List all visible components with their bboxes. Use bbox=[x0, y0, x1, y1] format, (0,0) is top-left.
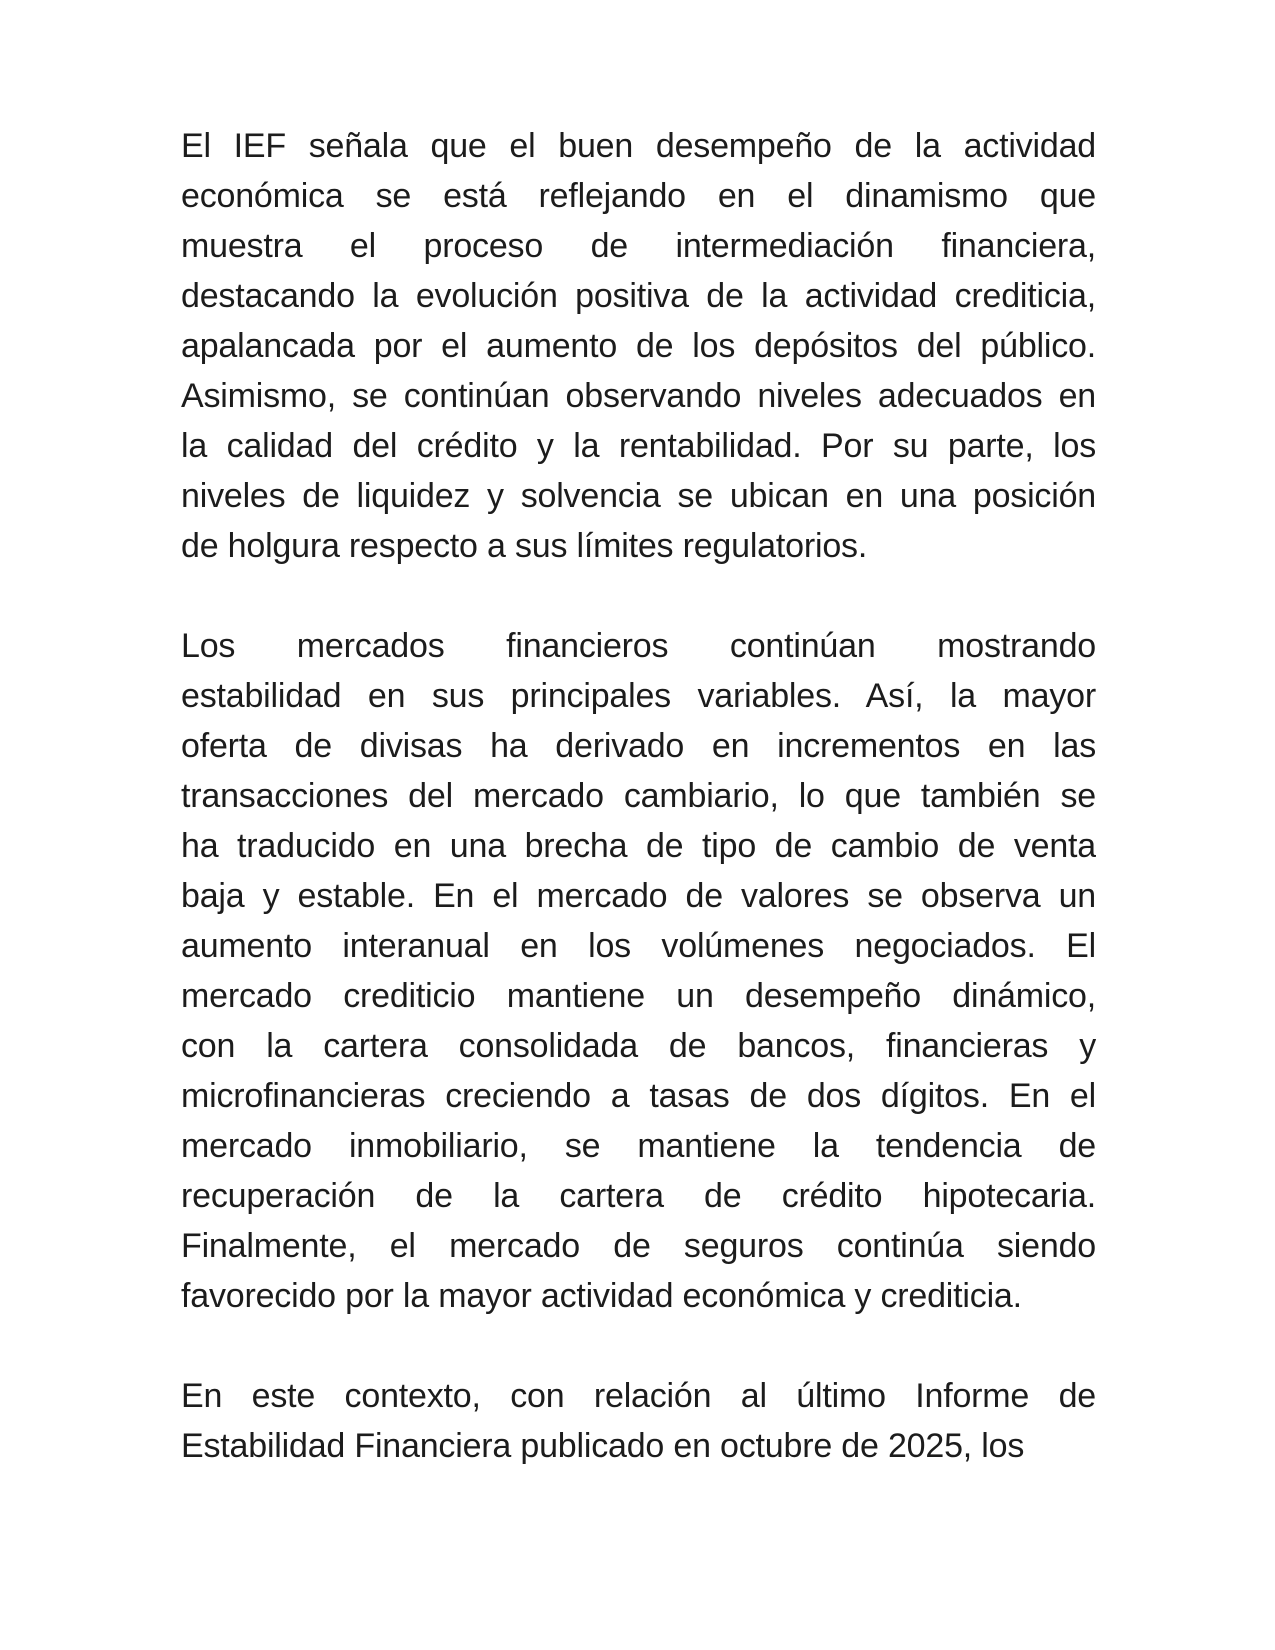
text-line: muestra el proceso de intermediación financiera, bbox=[181, 227, 1096, 265]
text-line: aumento interanual en los volúmenes negociados. El bbox=[181, 927, 1096, 965]
text-line: Los mercados financieros continúan mostrando bbox=[181, 627, 1096, 665]
text-line: estabilidad en sus principales variables. Así, la mayor bbox=[181, 677, 1096, 715]
text-line: la calidad del crédito y la rentabilidad. Por su parte, los bbox=[181, 427, 1096, 465]
document-text bbox=[181, 121, 1096, 1471]
paragraph bbox=[181, 1371, 1096, 1471]
text-line: Estabilidad Financiera publicado en octubre de 2025, los bbox=[181, 1427, 1025, 1465]
text-line: destacando la evolución positiva de la actividad crediticia, bbox=[181, 277, 1096, 315]
text-line: niveles de liquidez y solvencia se ubican en una posición bbox=[181, 477, 1096, 515]
text-line: transacciones del mercado cambiario, lo que también se bbox=[181, 777, 1096, 815]
text-line: Finalmente, el mercado de seguros continúa siendo bbox=[181, 1227, 1096, 1265]
text-line: favorecido por la mayor actividad económica y crediticia. bbox=[181, 1277, 1022, 1315]
paragraph bbox=[181, 621, 1096, 1321]
text-line: mercado inmobiliario, se mantiene la tendencia de bbox=[181, 1127, 1096, 1165]
text-line: económica se está reflejando en el dinamismo que bbox=[181, 177, 1096, 215]
text-line: oferta de divisas ha derivado en incrementos en las bbox=[181, 727, 1096, 765]
text-line: de holgura respecto a sus límites regulatorios. bbox=[181, 527, 868, 565]
text-line: apalancada por el aumento de los depósitos del público. bbox=[181, 327, 1096, 365]
paragraph bbox=[181, 121, 1096, 571]
text-line: mercado crediticio mantiene un desempeño dinámico, bbox=[181, 977, 1096, 1015]
text-line: microfinancieras creciendo a tasas de dos dígitos. En el bbox=[181, 1077, 1096, 1115]
text-line: En este contexto, con relación al último Informe de bbox=[181, 1377, 1096, 1415]
text-line: ha traducido en una brecha de tipo de cambio de venta bbox=[181, 827, 1096, 865]
text-line: Asimismo, se continúan observando niveles adecuados en bbox=[181, 377, 1096, 415]
text-line: baja y estable. En el mercado de valores se observa un bbox=[181, 877, 1096, 915]
text-line: recuperación de la cartera de crédito hipotecaria. bbox=[181, 1177, 1096, 1215]
text-line: El IEF señala que el buen desempeño de la actividad bbox=[181, 127, 1096, 165]
text-line: con la cartera consolidada de bancos, financieras y bbox=[181, 1027, 1096, 1065]
